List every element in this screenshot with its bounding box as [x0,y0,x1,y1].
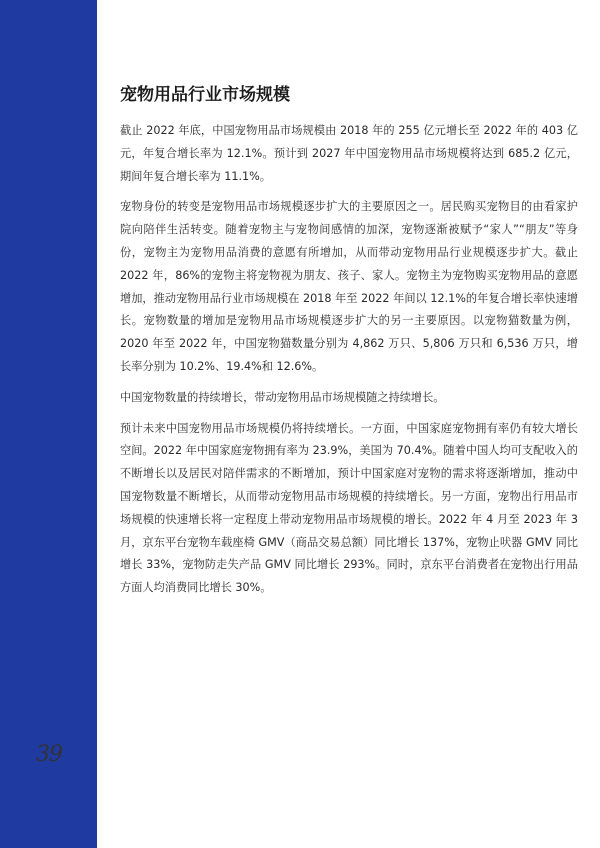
page-number: 39 [36,742,62,767]
main-content [120,82,578,608]
sidebar-accent-bar [0,0,97,848]
paragraph-pet-growth: 中国宠物数量的持续增长，带动宠物用品市场规模随之持续增长。 [120,390,445,404]
section-title: 宠物用品行业市场规模 [120,85,290,105]
paragraph-market-size: 截止 2022 年底，中国宠物用品市场规模由 2018 年的 255 亿元增长至 2022 年的 403 亿元，年复合增长率为 12.1%。预计到 2027 年中国宠物用品市场规模将达到 685.2 亿元，期间年复合增长率为 11.1%。 [120,124,578,183]
paragraph-pet-identity: 宠物身份的转变是宠物用品市场规模逐步扩大的主要原因之一。居民购买宠物目的由看家护院向陪伴生活转变。随着宠物主与宠物间感情的加深，宠物逐渐被赋予“家人”“朋友”等身份，宠物主为宠物用品消费的意愿有所增加，从而带动宠物用品行业规模逐步扩大。截止 2022 年，86%的宠物主将宠物视为朋友、孩子、家人。宠物主为宠物购买宠物用品的意愿增加，推动宠物用品行业市场规模在 2018 年至 2022 年间以 12.1%的年复合增长率快速增长。宠物数量的增加是宠物用品市场规模逐步扩大的另一主要原因。以宠物猫数量为例，2020 年至 2022 年，中国宠物猫数量分别为 4,862 万只、5,806 万只和 6,536 万只，增长率分别为 10.2%、19.4%和 12.6%。 [120,200,578,373]
paragraph-outlook: 预计未来中国宠物用品市场规模仍将持续增长。一方面，中国家庭宠物拥有率仍有较大增长空间。2022 年中国家庭宠物拥有率为 23.9%，美国为 70.4%。随着中国人均可支配收入的不断增长以及居民对陪伴需求的不断增加，预计中国家庭对宠物的需求将逐渐增加，推动中国宠物数量不断增长，从而带动宠物用品市场规模的持续增长。另一方面，宠物出行用品市场规模的快速增长将一定程度上带动宠物用品市场规模的增长。2022 年 4 月至 2023 年 3 月，京东平台宠物车载座椅 GMV（商品交易总额）同比增长 137%，宠物止吠器 GMV 同比增长 33%，宠物防走失产品 GMV 同比增长 293%。同时，京东平台消费者在宠物出行用品方面人均消费同比增长 30%。 [120,421,578,595]
